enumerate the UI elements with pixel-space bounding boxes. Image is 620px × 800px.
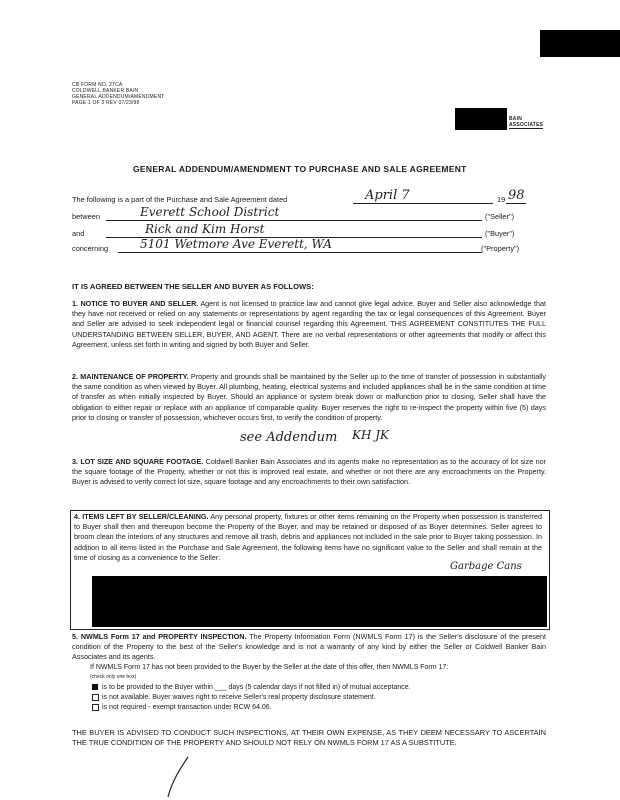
signature-stroke <box>160 755 200 800</box>
concerning-label: concerning <box>72 244 109 253</box>
section-2-initials: KH JK <box>352 428 390 442</box>
date-value: April 7 <box>365 188 410 203</box>
option-2-checkbox[interactable] <box>92 694 99 701</box>
seller-suffix: ("Seller") <box>485 212 515 221</box>
section-5-text: The Property Information Form (NWMLS Form 17) is the Seller's disclosure of the present condition of the Property to the best of the Seller's knowledge and is not a warranty of any kind by either the Seller or Coldwell Banker Bain Associates and its agents. <box>72 632 546 662</box>
section-4 <box>74 512 542 563</box>
page-title: GENERAL ADDENDUM/AMENDMENT TO PURCHASE AND SALE AGREEMENT <box>133 164 467 174</box>
option-2-row <box>92 694 552 701</box>
option-1-label: is to be provided to the Buyer within ___ days (5 calendar days if not filled in) of mutual acceptance. <box>102 684 411 691</box>
logo-text <box>509 116 543 129</box>
option-3-row <box>92 704 552 711</box>
section-3 <box>72 457 546 488</box>
section-4-handwritten: Garbage Cans <box>450 561 522 572</box>
section-2-text: Property and grounds shall be maintained by the Seller up to the time of transfer of possession in substantially the same condition as when viewed by Buyer. All plumbing, heating, electrical systems and included appliances shall be in the same condition at time of transfer as when initially inspected by Buyer. Should an appliance or system break down or malfunction prior to closing, Seller shall have the obligation to either repair or replace with an appliance of comparable quality. Buyer reserves the right to re-inspect the property within five (5) days prior to closing or transfer of possession, whichever occurs first, to verify the condition of property. <box>72 372 546 422</box>
intro-line-1 <box>72 195 287 204</box>
intro-line1-prefix: The following is a part of the Purchase and Sale Agreement dated <box>72 195 288 204</box>
redaction-top-right <box>540 30 620 57</box>
logo-text-line1: BAIN <box>509 116 523 122</box>
section-5-heading: 5. NWMLS Form 17 and PROPERTY INSPECTION. <box>72 632 247 641</box>
option-1-row <box>92 684 552 691</box>
section-2 <box>72 372 546 423</box>
logo-text-line2: ASSOCIATES <box>509 122 544 128</box>
option-1-checkbox[interactable] <box>92 684 98 690</box>
page-indicator: PAGE 1 OF 3 REV 07/23/98 <box>72 100 140 106</box>
seller-underline <box>106 220 482 221</box>
buyer-value: Rick and Kim Horst <box>145 222 265 236</box>
company-name: COLDWELL BANKER BAIN <box>72 88 139 94</box>
section-1-text: Agent is not licensed to practice law and cannot give legal advice. Buyer and Seller also acknowledge that they have not received or relied on any statements or representations by agent regarding the tax or legal consequences of this Agreement. Buyer and Seller are advised to seek independent legal or financial counsel regarding this Agreement. THIS AGREEMENT CONSTITUTES THE FULL UNDERSTANDING BETWEEN SELLER, BUYER, AND AGENT. There are no verbal representations or other agreements that modify or affect this Agreement, unless set forth in writing and signed by both Buyer and Seller. <box>72 299 546 349</box>
section-2-handwritten: see Addendum <box>240 430 338 445</box>
section-5 <box>72 632 546 663</box>
option-3-label: is not required - exempt transaction under RCW 64.06. <box>102 704 272 711</box>
date-underline <box>353 203 493 204</box>
seller-value: Everett School District <box>140 205 280 219</box>
advisory-text: THE BUYER IS ADVISED TO CONDUCT SUCH INSPECTIONS, AT THEIR OWN EXPENSE, AS THEY DEEM NECESSARY TO ASCERTAIN THE TRUE CONDITION OF THE PROPERTY AND SHOULD NOT RELY ON NWMLS FORM 17 AS A SUBSTITUTE. <box>72 728 546 748</box>
section-4-text: Any personal property, fixtures or other items remaining on the Property when possession is transferred to Buyer shall then and thereupon become the Property of the Buyer, and may be retained or disposed of as Buyer determines. Seller agrees to broom clean the interiors of any structures and remove all trash, debris and appliances not included in the sale prior to Buyer taking possession. In addition to all items listed in the Purchase and Sale Agreement, the following items have no significant value to the Seller and shall remain at the time of closing as a convenience to the Seller: <box>74 512 542 562</box>
check-note: (check only one box) <box>90 674 137 680</box>
property-underline <box>118 252 482 253</box>
between-label: between <box>72 212 100 221</box>
year-value: 98 <box>508 188 525 203</box>
redaction-logo <box>455 108 507 130</box>
section-1-heading: 1. NOTICE TO BUYER AND SELLER. <box>72 299 199 308</box>
section-5-if: If NWMLS Form 17 has not been provided to the Buyer by the Seller at the date of this offer, then NWMLS Form 17: <box>90 664 449 671</box>
agreed-heading: IT IS AGREED BETWEEN THE SELLER AND BUYER AS FOLLOWS: <box>72 282 314 291</box>
form-number: CB FORM NO. 27CA <box>72 82 123 88</box>
section-1 <box>72 299 546 350</box>
property-suffix: ("Property") <box>481 244 520 253</box>
option-2-label: is not available. Buyer waives right to receive Seller's real property disclosure statement. <box>102 694 376 701</box>
property-value: 5101 Wetmore Ave Everett, WA <box>140 237 332 251</box>
year-underline <box>506 203 526 204</box>
section-4-heading: 4. ITEMS LEFT BY SELLER/CLEANING. <box>74 512 209 521</box>
section-2-heading: 2. MAINTENANCE OF PROPERTY. <box>72 372 189 381</box>
section-3-text: Coldwell Banker Bain Associates and its agents make no representation as to the accuracy of lot size nor the square footage of the Property, whether or not this is improved real estate, and whether or not there are any encroachments on the Property. Buyer is advised to verify correct lot size, square footage and any encroachments to their own satisfaction. <box>72 457 547 487</box>
year-prefix: 19 <box>497 195 506 204</box>
section-3-heading: 3. LOT SIZE AND SQUARE FOOTAGE. <box>72 457 204 466</box>
option-3-checkbox[interactable] <box>92 704 99 711</box>
form-name: GENERAL ADDENDUM/AMENDMENT <box>72 94 165 100</box>
form-header <box>72 82 212 106</box>
buyer-suffix: ("Buyer") <box>485 229 515 238</box>
and-label: and <box>72 229 85 238</box>
